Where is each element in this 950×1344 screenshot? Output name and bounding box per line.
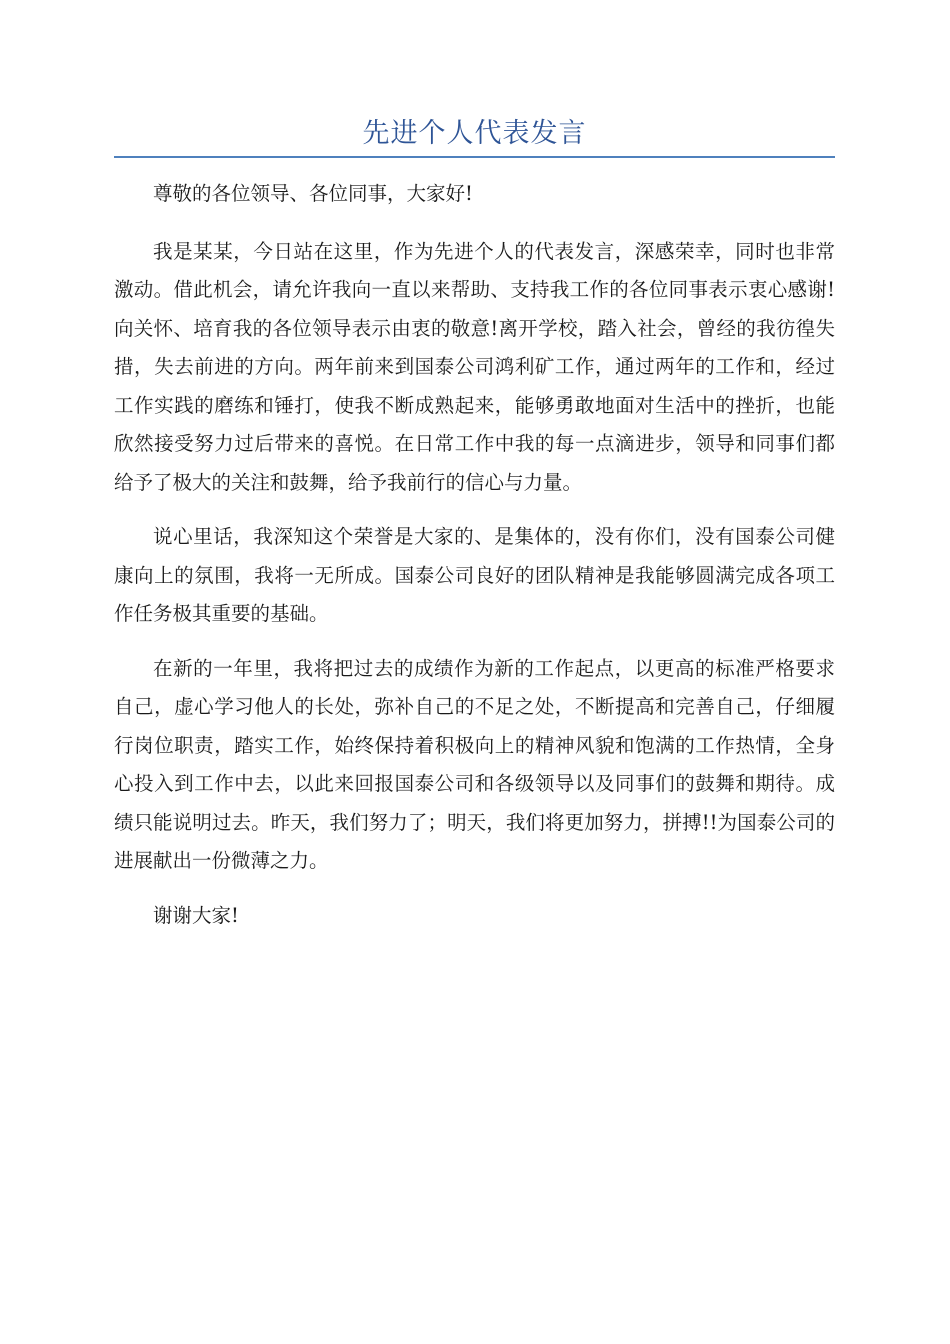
document-title: 先进个人代表发言 — [362, 118, 587, 149]
greeting-paragraph: 尊敬的各位领导、各位同事，大家好! — [153, 182, 473, 205]
document-body — [114, 175, 835, 951]
closing-paragraph: 谢谢大家! — [153, 903, 239, 927]
body-paragraph-1: 我是某某，今日站在这里，作为先进个人的代表发言，深感荣幸，同时也非常激动。借此机会，请允许我向一直以来帮助、支持我工作的各位同事表示衷心感谢!向关怀、培育我的各位领导表示由衷的敬意!离开学校，踏入社会，曾经的我彷徨失措，失去前进的方向。两年前来到国泰公司鸿利矿工作，通过两年的工作和，经过工作实践的磨练和锤打，使我不断成熟起来，能够勇敢地面对生活中的挫折，也能欣然接受努力过后带来的喜悦。在日常工作中我的每一点滴进步，领导和同事们都给予了极大的关注和鼓舞，给予我前行的信心与力量。 — [114, 239, 835, 494]
title-block — [114, 112, 835, 158]
body-paragraph-3: 在新的一年里，我将把过去的成绩作为新的工作起点，以更高的标准严格要求自己，虚心学习他人的长处，弥补自己的不足之处，不断提高和完善自己，仔细履行岗位职责，踏实工作，始终保持着积极向上的精神风貌和饱满的工作热情，全身心投入到工作中去，以此来回报国泰公司和各级领导以及同事们的鼓舞和期待。成绩只能说明过去。昨天，我们努力了；明天，我们将更加努力，拼搏!!为国泰公司的进展献出一份微薄之力。 — [114, 656, 835, 872]
body-paragraph-2: 说心里话，我深知这个荣誉是大家的、是集体的，没有你们，没有国泰公司健康向上的氛围，我将一无所成。国泰公司良好的团队精神是我能够圆满完成各项工作任务极其重要的基础。 — [114, 525, 835, 625]
